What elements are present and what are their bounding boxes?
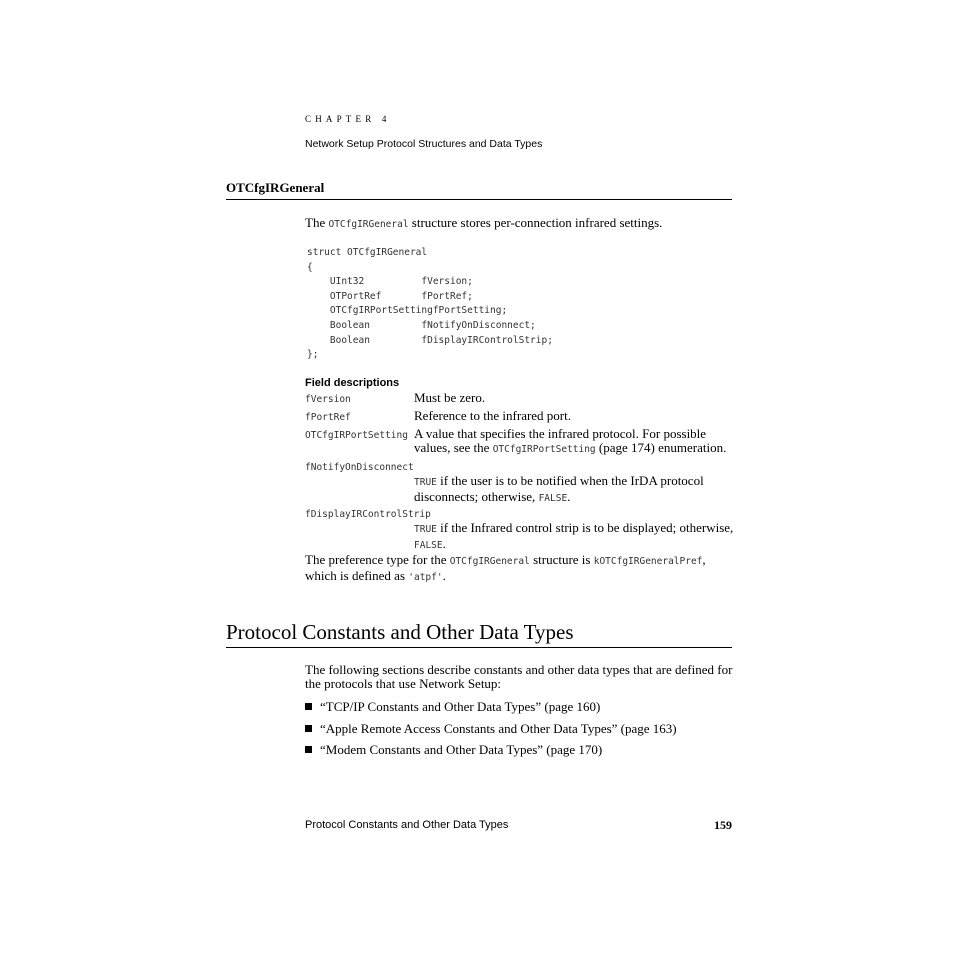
field-name: fDisplayIRControlStrip — [305, 509, 431, 520]
pref-text: structure is — [533, 552, 591, 567]
page-number: 159 — [714, 818, 732, 832]
field-desc-code: TRUE — [414, 524, 437, 535]
field-desc-text: A value that specifies the infrared protocol. For possible values, see the — [414, 426, 707, 455]
field-name: fVersion — [305, 394, 351, 405]
pref-code: 'atpf' — [408, 572, 443, 583]
field-desc-code: FALSE — [538, 493, 568, 504]
field-descriptions-heading: Field descriptions — [305, 377, 400, 389]
pref-code: OTCfgIRGeneral — [449, 556, 530, 567]
field-desc-text: (page 174) enumeration. — [598, 440, 727, 455]
field-desc-text: . — [442, 536, 446, 551]
field-desc-text: . — [567, 489, 571, 504]
protocol-intro: The following sections describe constants and other data types that are defined for the protocols that use Network Setup: — [305, 662, 733, 691]
pref-code: kOTCfgIRGeneralPref — [593, 556, 703, 567]
field-desc-code: TRUE — [414, 477, 437, 488]
pref-text: . — [442, 568, 446, 583]
running-head: Network Setup Protocol Structures and Data Types — [305, 138, 543, 150]
field-name: fNotifyOnDisconnect — [305, 462, 414, 473]
bullet-icon — [305, 746, 312, 753]
protocol-section-title: Protocol Constants and Other Data Types — [226, 620, 574, 644]
intro-paragraph — [305, 216, 735, 232]
field-name: OTCfgIRPortSetting — [305, 430, 408, 441]
preference-paragraph — [305, 553, 735, 585]
field-name: fPortRef — [305, 412, 351, 423]
pref-text: The preference type for the — [305, 552, 447, 567]
field-description: Must be zero. — [414, 390, 486, 405]
field-desc-text: if the Infrared control strip is to be displayed; otherwise, — [440, 520, 734, 535]
field-desc-code: FALSE — [414, 540, 443, 551]
field-desc-code: OTCfgIRPortSetting — [492, 444, 596, 455]
struct-code-block: struct OTCfgIRGeneral { UInt32 fVersion; OTPortRef fPortRef; OTCfgIRPortSettingfPortSetting; Boolean fNotifyOnDisconnect; Boolean fDisplayIRControlStrip; }; — [307, 247, 553, 361]
list-item-text: “Modem Constants and Other Data Types” (page 170) — [320, 742, 603, 757]
field-description — [414, 427, 734, 457]
intro-code: OTCfgIRGeneral — [328, 219, 409, 230]
list-item — [305, 742, 602, 758]
field-description: Reference to the infrared port. — [414, 408, 572, 423]
section-title: OTCfgIRGeneral — [226, 180, 325, 195]
bullet-icon — [305, 725, 312, 732]
chapter-label: CHAPTER 4 — [305, 114, 391, 124]
field-desc-text: if the user is to be notified when the IrDA protocol disconnects; otherwise, — [414, 473, 704, 504]
list-item-text: “TCP/IP Constants and Other Data Types” (page 160) — [320, 699, 601, 714]
footer-title: Protocol Constants and Other Data Types — [305, 819, 509, 831]
protocol-section-rule — [226, 647, 732, 648]
field-description — [414, 474, 734, 506]
bullet-icon — [305, 703, 312, 710]
list-item — [305, 721, 677, 737]
field-description — [414, 521, 734, 553]
intro-prefix: The — [305, 215, 326, 230]
list-item — [305, 699, 600, 715]
intro-suffix: structure stores per-connection infrared settings. — [411, 215, 663, 230]
pref-text: , which is defined as — [305, 552, 706, 583]
list-item-text: “Apple Remote Access Constants and Other Data Types” (page 163) — [320, 721, 677, 736]
section-rule — [226, 199, 732, 200]
